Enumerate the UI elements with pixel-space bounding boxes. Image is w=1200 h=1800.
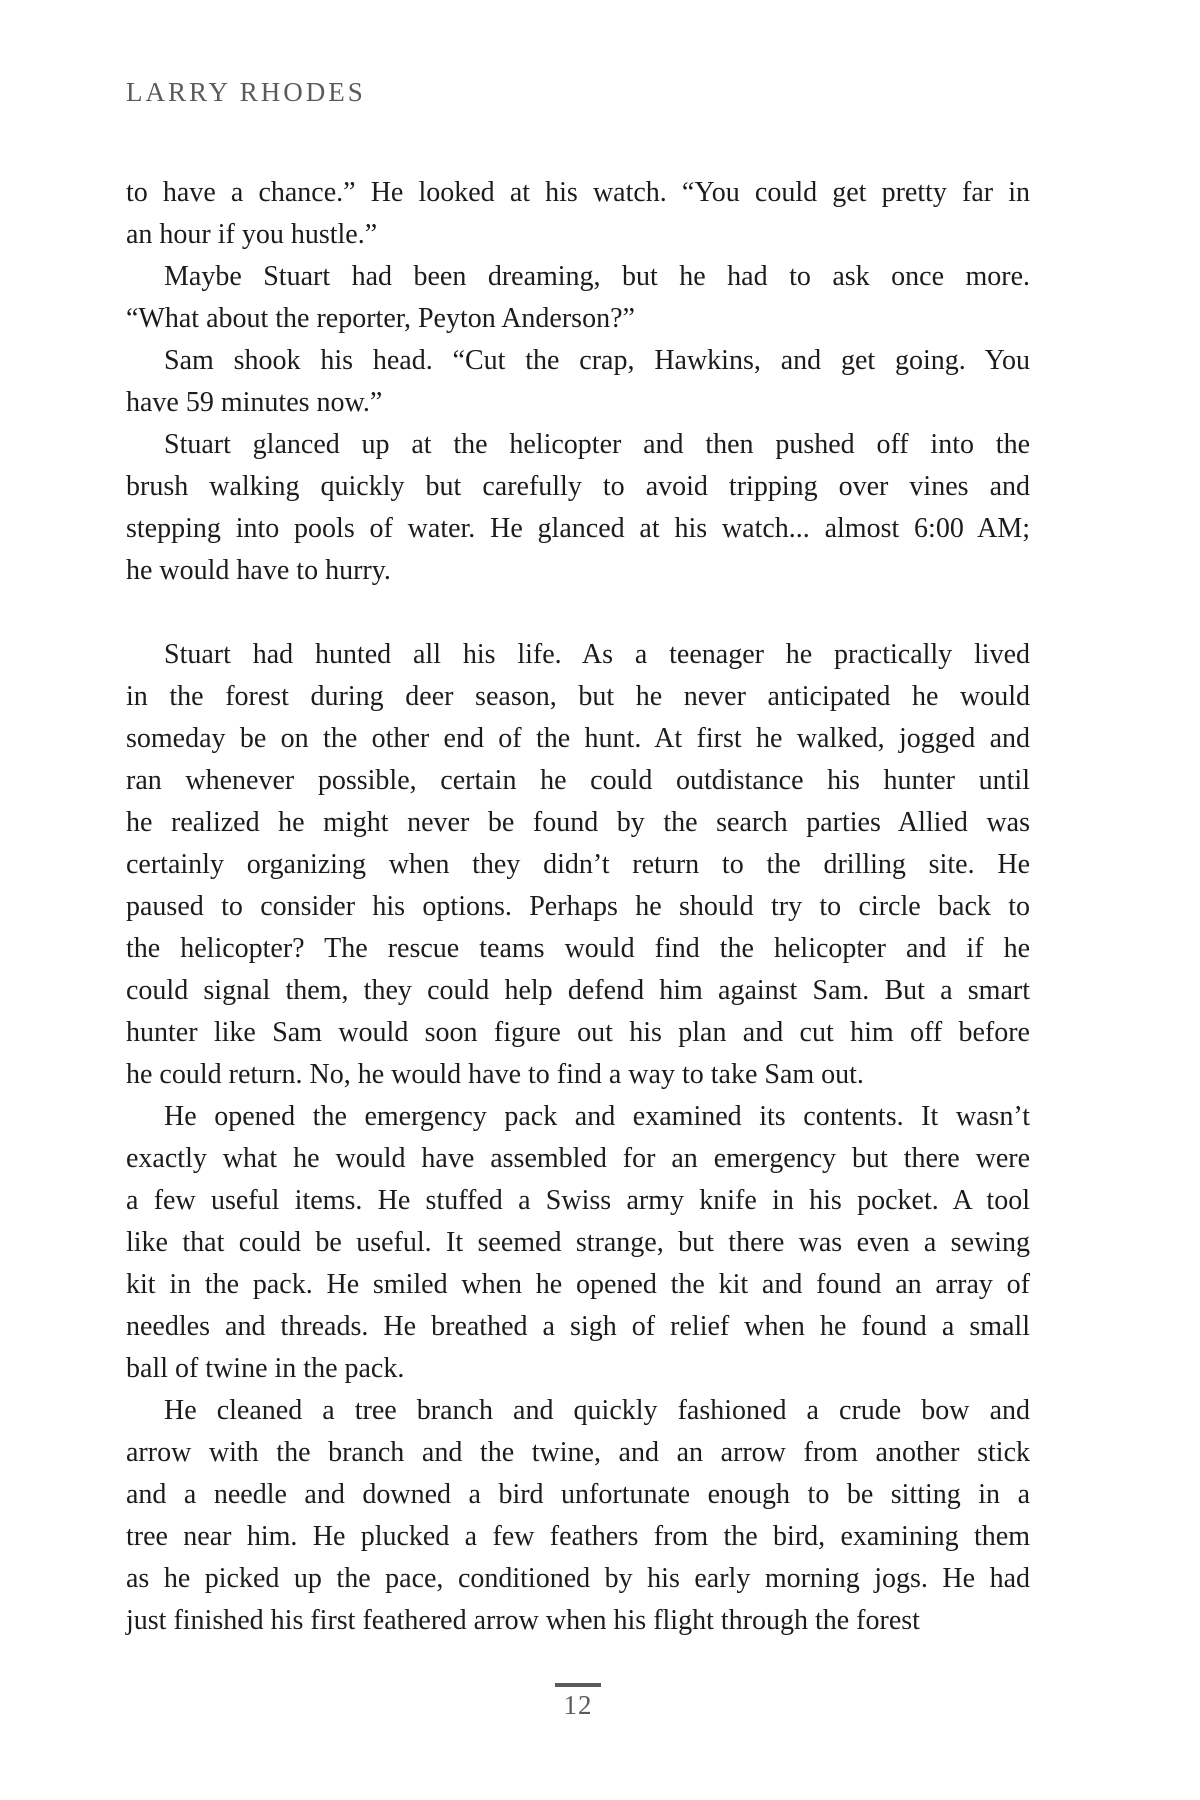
text-line: needles and threads. He breathed a sigh of relief when he found a small xyxy=(126,1311,1030,1342)
text-line: and a needle and downed a bird unfortunate enough to be sitting in a xyxy=(126,1479,1030,1510)
footer-rule xyxy=(555,1683,601,1687)
text-line: Stuart had hunted all his life. As a teenager he practically lived xyxy=(164,639,1030,670)
paragraph xyxy=(126,1096,1030,1390)
text-line: in the forest during deer season, but he never anticipated he would xyxy=(126,681,1030,712)
text-line: certainly organizing when they didn’t return to the drilling site. He xyxy=(126,849,1030,880)
paragraph xyxy=(126,1390,1030,1642)
text-line: he realized he might never be found by the search parties Allied was xyxy=(126,807,1030,838)
text-line: a few useful items. He stuffed a Swiss army knife in his pocket. A tool xyxy=(126,1185,1030,1216)
text-line: kit in the pack. He smiled when he opened the kit and found an array of xyxy=(126,1269,1030,1300)
text-line: stepping into pools of water. He glanced at his watch... almost 6:00 AM; xyxy=(126,513,1030,544)
text-line: have 59 minutes now.” xyxy=(126,387,383,418)
running-header: LARRY RHODES xyxy=(126,77,366,107)
body-text xyxy=(126,172,1030,1642)
paragraph xyxy=(126,256,1030,340)
paragraph xyxy=(126,340,1030,424)
paragraph xyxy=(126,424,1030,592)
text-line: the helicopter? The rescue teams would find the helicopter and if he xyxy=(126,933,1030,964)
text-line: He cleaned a tree branch and quickly fashioned a crude bow and xyxy=(164,1395,1030,1426)
text-line: could signal them, they could help defend him against Sam. But a smart xyxy=(126,975,1030,1006)
text-line: paused to consider his options. Perhaps he should try to circle back to xyxy=(126,891,1030,922)
scene-break-spacer xyxy=(126,592,1030,634)
text-line: he would have to hurry. xyxy=(126,555,391,586)
text-line: exactly what he would have assembled for an emergency but there were xyxy=(126,1143,1030,1174)
text-line: as he picked up the pace, conditioned by his early morning jogs. He had xyxy=(126,1563,1030,1594)
text-line: he could return. No, he would have to find a way to take Sam out. xyxy=(126,1059,864,1090)
text-line: hunter like Sam would soon figure out his plan and cut him off before xyxy=(126,1017,1030,1048)
text-line: someday be on the other end of the hunt. At first he walked, jogged and xyxy=(126,723,1030,754)
paragraph xyxy=(126,172,1030,256)
page-footer xyxy=(126,1683,1030,1719)
text-line: “What about the reporter, Peyton Anderson?” xyxy=(126,303,635,334)
paragraph xyxy=(126,634,1030,1096)
text-line: an hour if you hustle.” xyxy=(126,219,378,250)
text-line: tree near him. He plucked a few feathers from the bird, examining them xyxy=(126,1521,1030,1552)
page-number: 12 xyxy=(563,1690,593,1720)
text-line: ball of twine in the pack. xyxy=(126,1353,405,1384)
text-line: Maybe Stuart had been dreaming, but he had to ask once more. xyxy=(164,261,1030,292)
text-line: ran whenever possible, certain he could outdistance his hunter until xyxy=(126,765,1030,796)
text-line: He opened the emergency pack and examined its contents. It wasn’t xyxy=(164,1101,1030,1132)
text-line: Sam shook his head. “Cut the crap, Hawkins, and get going. You xyxy=(164,345,1030,376)
text-line: just finished his first feathered arrow when his flight through the forest xyxy=(126,1605,920,1636)
text-line: arrow with the branch and the twine, and an arrow from another stick xyxy=(126,1437,1030,1468)
text-line: brush walking quickly but carefully to avoid tripping over vines and xyxy=(126,471,1030,502)
text-line: like that could be useful. It seemed strange, but there was even a sewing xyxy=(126,1227,1030,1258)
text-line: Stuart glanced up at the helicopter and then pushed off into the xyxy=(164,429,1030,460)
text-line: to have a chance.” He looked at his watch. “You could get pretty far in xyxy=(126,177,1030,208)
